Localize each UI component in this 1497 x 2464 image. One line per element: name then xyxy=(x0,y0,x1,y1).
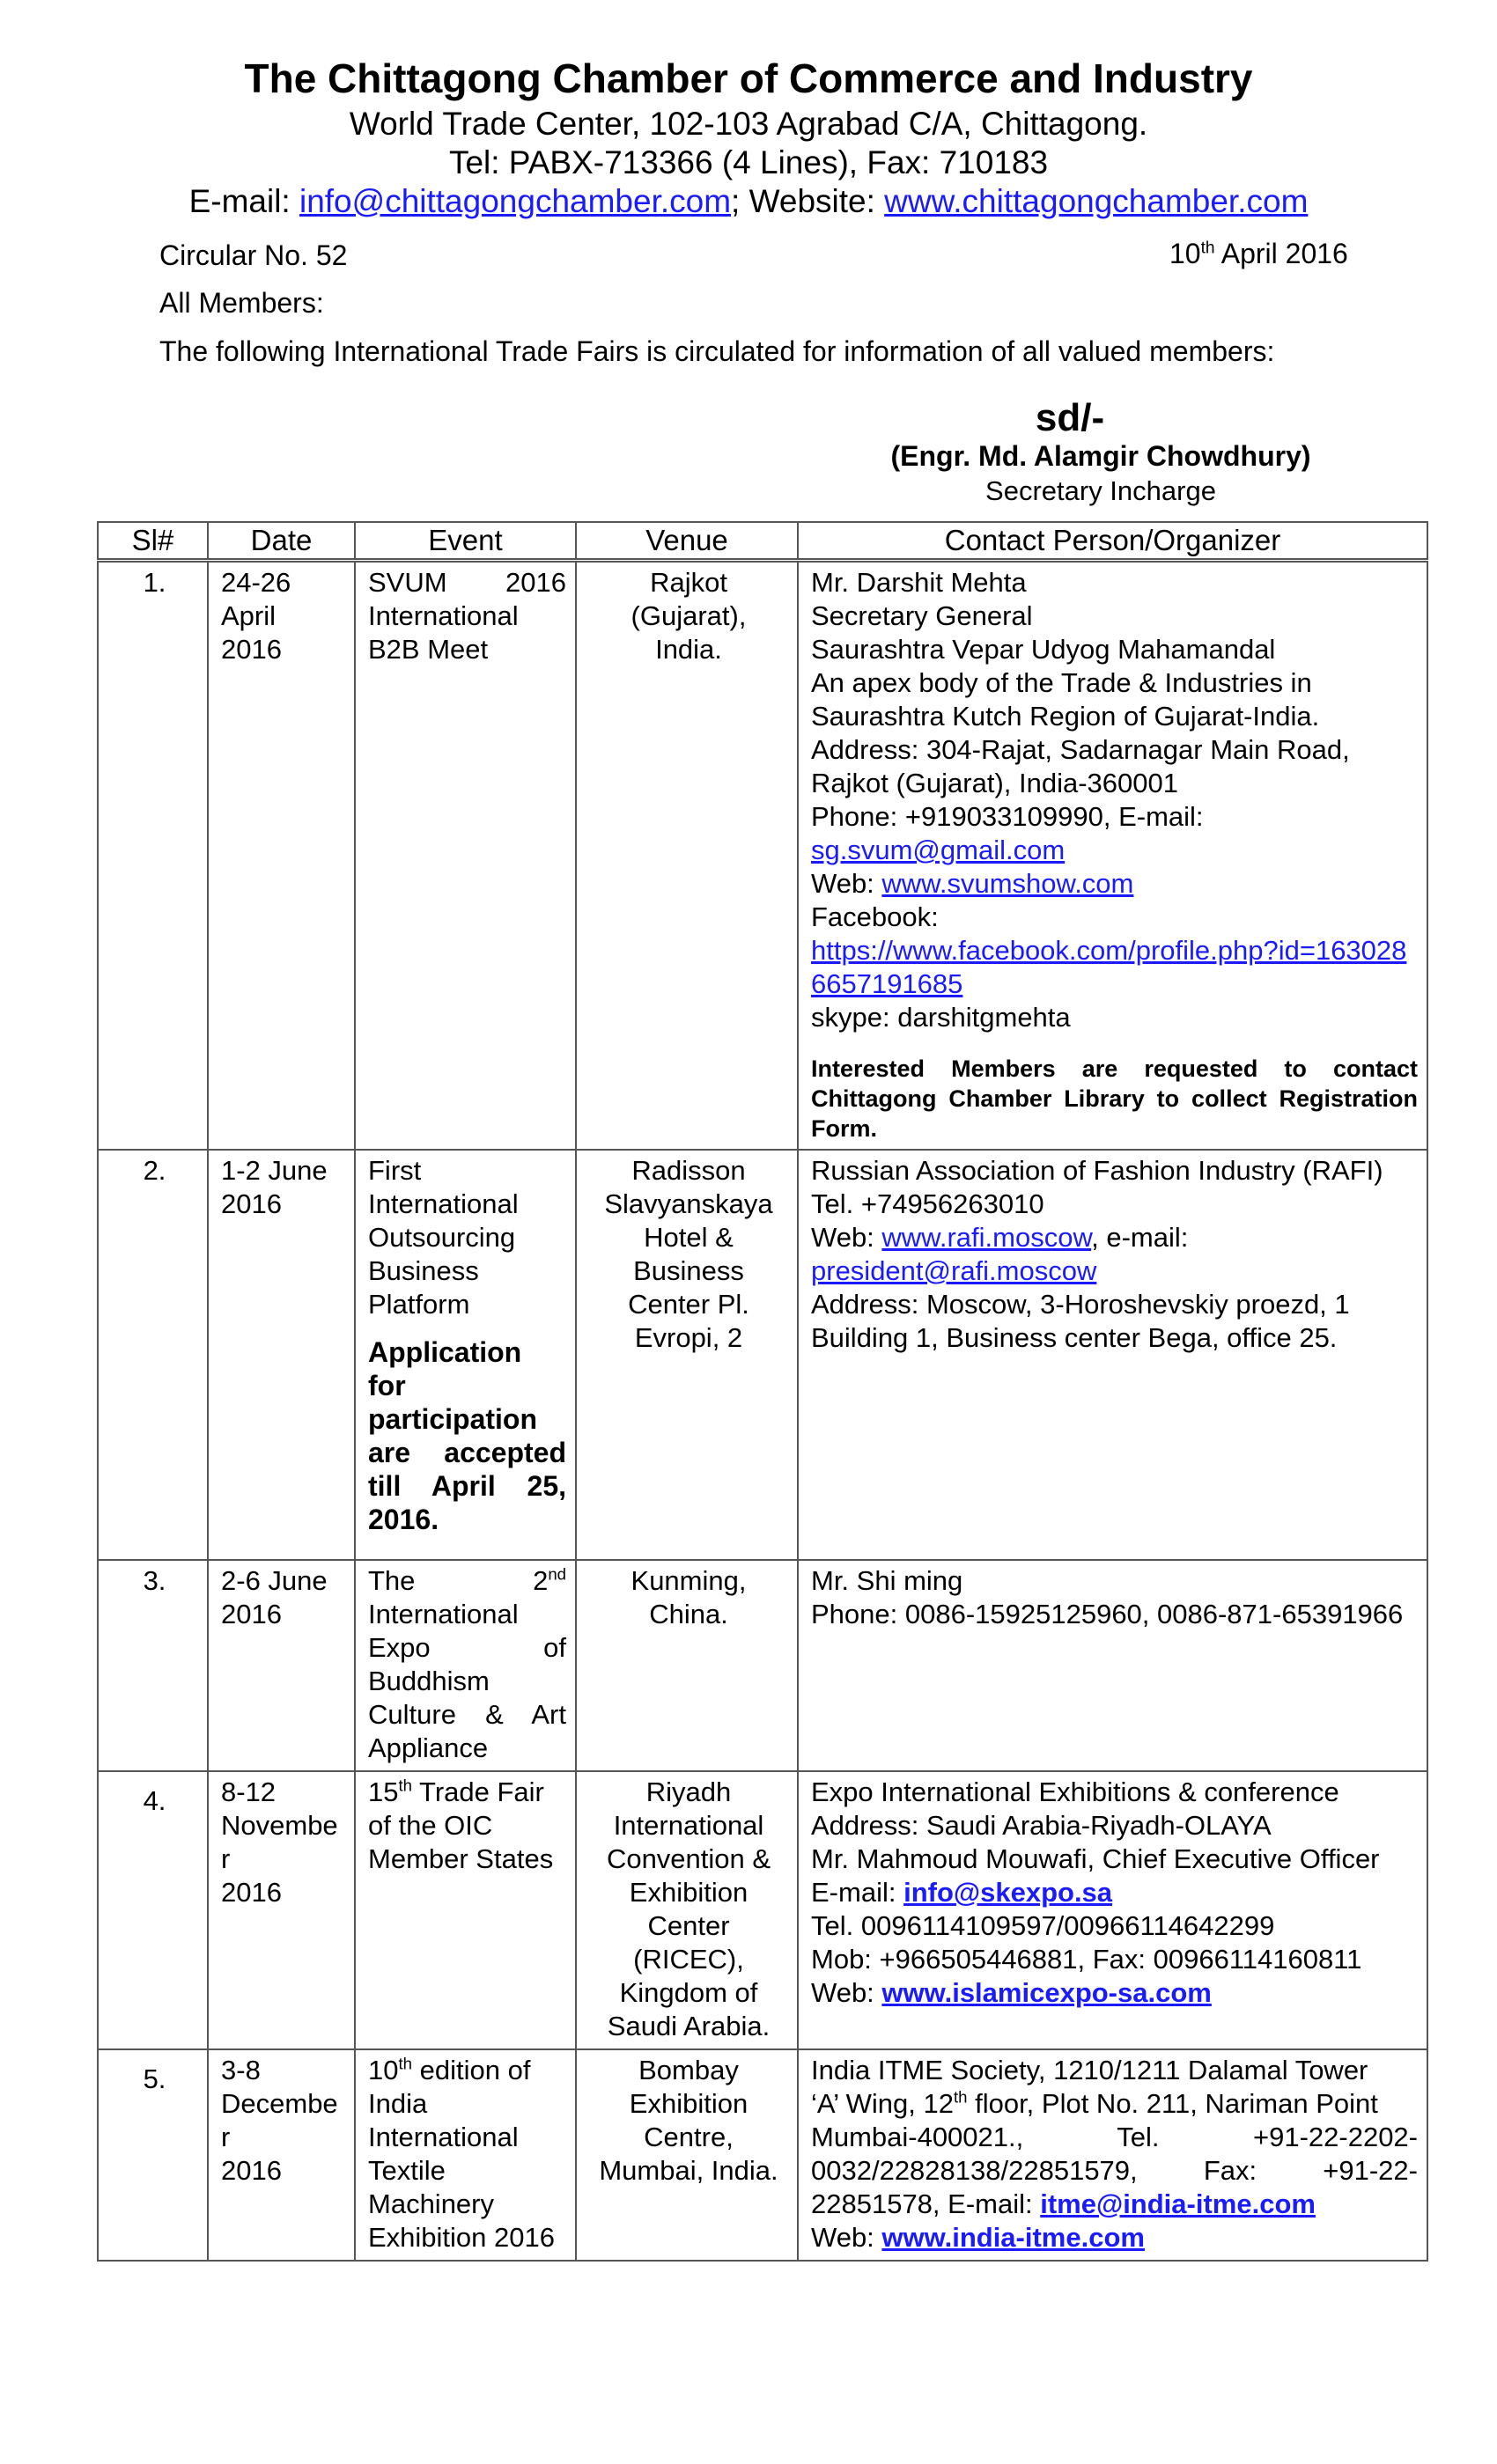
org-email-link[interactable]: info@chittagongchamber.com xyxy=(299,183,732,219)
table-header-row xyxy=(98,522,1427,561)
row-serial: 3. xyxy=(98,1560,208,1771)
event-number: 15 xyxy=(368,1776,399,1807)
row-serial: 1. xyxy=(98,561,208,1151)
venue-line: China. xyxy=(649,1599,728,1629)
contact-line: Mr. Darshit Mehta xyxy=(811,567,1027,598)
contact-facebook-link[interactable]: https://www.facebook.com/profile.php?id=1630286657191685 xyxy=(811,935,1407,999)
trade-fairs-table xyxy=(97,521,1428,2262)
event-line: Outsourcing xyxy=(368,1222,516,1253)
contact-web-link[interactable]: www.svumshow.com xyxy=(881,868,1134,899)
application-deadline-note: Application for participation are accepted till April 25, 2016. xyxy=(368,1336,566,1535)
contact-line: Mr. Shi ming xyxy=(811,1565,963,1596)
contact-line: Phone: +919033109990, E-mail: xyxy=(811,801,1204,832)
date-line: 2-6 June xyxy=(221,1565,328,1596)
web-label: Web: xyxy=(811,868,882,899)
email-label: E-mail: xyxy=(811,1877,904,1908)
table-row xyxy=(98,1771,1427,2049)
venue-line: International xyxy=(613,1810,764,1841)
venue-line: Centre, xyxy=(644,2122,734,2152)
row-date xyxy=(208,1560,355,1771)
event-suffix: th xyxy=(398,1776,412,1795)
venue-line: Slavyanskaya xyxy=(604,1188,773,1219)
contact-body-text: Mumbai-400021., Tel. +91-22-2202-0032/22828138/22851579, Fax: +91-22-22851578, E-mail: xyxy=(811,2122,1418,2219)
venue-line: Mumbai, India. xyxy=(599,2155,778,2186)
event-number: 2 xyxy=(533,1565,549,1596)
date-line: 2016 xyxy=(221,2155,282,2186)
event-text: Trade Fair of the OIC Member States xyxy=(368,1776,554,1874)
event-line: International xyxy=(368,1188,519,1219)
contact-line: India ITME Society, 1210/1211 Dalamal Tower xyxy=(811,2055,1368,2085)
row-event xyxy=(355,1150,576,1560)
row-venue xyxy=(576,561,798,1151)
website-label: ; Website: xyxy=(731,183,885,219)
venue-line: Saudi Arabia. xyxy=(607,2011,771,2041)
event-line: B2B Meet xyxy=(368,634,489,665)
email-label: , e-mail: xyxy=(1091,1222,1189,1253)
event-suffix: nd xyxy=(548,1564,566,1584)
circular-date xyxy=(1169,238,1348,270)
venue-line: Riyadh xyxy=(645,1776,732,1807)
row-venue xyxy=(576,2049,798,2261)
signature-mark: sd/- xyxy=(1035,396,1105,439)
venue-line: Bombay xyxy=(638,2055,739,2085)
col-header-date: Date xyxy=(208,522,355,561)
event-line: SVUM 2016 xyxy=(368,567,566,598)
venue-line: Center xyxy=(647,1910,730,1941)
contact-email-line xyxy=(811,1876,1418,1909)
date-suffix: th xyxy=(1200,239,1215,258)
venue-line: (Gujarat), xyxy=(631,600,747,631)
org-contact-line xyxy=(0,183,1497,220)
row-event xyxy=(355,1771,576,2049)
date-line: April xyxy=(221,600,277,631)
row-event xyxy=(355,1560,576,1771)
venue-line: (RICEC), xyxy=(633,1944,744,1975)
contact-email-link[interactable]: itme@india-itme.com xyxy=(1040,2188,1316,2219)
venue-line: Center Pl. xyxy=(628,1289,749,1320)
row-event xyxy=(355,561,576,1151)
event-line: First xyxy=(368,1155,422,1186)
contact-mobile: Mob: +966505446881, Fax: 00966114160811 xyxy=(811,1944,1362,1975)
date-line: 2016 xyxy=(221,1877,282,1908)
contact-web-link[interactable]: www.islamicexpo-sa.com xyxy=(881,1977,1212,2008)
intro-text: The following International Trade Fairs is circulated for information of all valued members: xyxy=(159,335,1275,367)
email-label: E-mail: xyxy=(188,183,299,219)
table-row xyxy=(98,1560,1427,1771)
col-header-sl: Sl# xyxy=(98,522,208,561)
event-text: edition of India International Textile Machinery Exhibition 2016 xyxy=(368,2055,555,2253)
row-date xyxy=(208,1771,355,2049)
contact-line: Expo International Exhibitions & conference xyxy=(811,1776,1339,1807)
row-serial: 2. xyxy=(98,1150,208,1560)
col-header-event: Event xyxy=(355,522,576,561)
table-row xyxy=(98,1150,1427,1560)
contact-line xyxy=(811,2087,1418,2121)
venue-line: Exhibition xyxy=(629,1877,748,1908)
signer-name: (Engr. Md. Alamgir Chowdhury) xyxy=(890,440,1311,472)
col-header-contact: Contact Person/Organizer xyxy=(798,522,1427,561)
row-venue xyxy=(576,1771,798,2049)
contact-phone: Tel. 0096114109597/00966114642299 xyxy=(811,1910,1275,1941)
circular-number: Circular No. 52 xyxy=(159,239,348,271)
signer-role: Secretary Incharge xyxy=(985,475,1216,506)
contact-line: Secretary General xyxy=(811,600,1033,631)
venue-line: Rajkot xyxy=(650,567,727,598)
date-line: 2016 xyxy=(221,1599,282,1629)
contact-web-link[interactable]: www.rafi.moscow xyxy=(881,1222,1092,1253)
contact-line-part: ‘A’ Wing, 12 xyxy=(811,2088,954,2119)
row-venue xyxy=(576,1150,798,1560)
web-label: Web: xyxy=(811,1977,882,2008)
date-line: 24-26 xyxy=(221,567,291,598)
facebook-label: Facebook: xyxy=(811,901,939,932)
registration-note: Interested Members are requested to contact Chittagong Chamber Library to collect Registration Form. xyxy=(811,1055,1418,1142)
row-contact xyxy=(798,2049,1427,2261)
contact-line: Saurashtra Vepar Udyog Mahamandal xyxy=(811,634,1276,665)
date-line: 3-8 xyxy=(221,2055,261,2085)
table-row xyxy=(98,561,1427,1151)
row-contact xyxy=(798,1560,1427,1771)
contact-line-part: floor, Plot No. 211, Nariman Point xyxy=(967,2088,1378,2119)
event-ordinal xyxy=(533,1564,566,1598)
contact-skype: skype: darshitgmehta xyxy=(811,1002,1071,1033)
org-website-link[interactable]: www.chittagongchamber.com xyxy=(884,183,1309,219)
org-name: The Chittagong Chamber of Commerce and Industry xyxy=(244,55,1253,101)
date-line: 8-12 xyxy=(221,1776,277,1807)
date-day: 10 xyxy=(1169,238,1201,269)
salutation: All Members: xyxy=(159,287,324,319)
venue-line: Hotel & xyxy=(644,1222,734,1253)
event-text: International Expo of Buddhism Culture & Art Appliance xyxy=(368,1599,566,1763)
venue-line: Radisson xyxy=(631,1155,746,1186)
row-event xyxy=(355,2049,576,2261)
contact-web-line xyxy=(811,1976,1418,2010)
row-contact xyxy=(798,1771,1427,2049)
org-phone: Tel: PABX-713366 (4 Lines), Fax: 710183 xyxy=(448,144,1049,180)
row-date xyxy=(208,561,355,1151)
date-line: 2016 xyxy=(221,1188,282,1219)
event-line: Business xyxy=(368,1255,479,1286)
contact-web-line xyxy=(811,1221,1418,1254)
contact-line: Address: 304-Rajat, Sadarnagar Main Road, Rajkot (Gujarat), India-360001 xyxy=(811,734,1350,798)
org-address: World Trade Center, 102-103 Agrabad C/A, Chittagong. xyxy=(349,106,1148,142)
contact-web-link[interactable]: www.india-itme.com xyxy=(881,2222,1145,2253)
date-line: December xyxy=(221,2088,338,2152)
venue-line: Kunming, xyxy=(631,1565,747,1596)
table-row xyxy=(98,2049,1427,2261)
date-line: 1-2 June xyxy=(221,1155,328,1186)
contact-line: Tel. +74956263010 xyxy=(811,1188,1044,1219)
event-line: Platform xyxy=(368,1289,470,1320)
web-label: Web: xyxy=(811,1222,882,1253)
contact-address: Address: Moscow, 3-Horoshevskiy proezd, 1 Building 1, Business center Bega, office 25. xyxy=(811,1289,1350,1353)
venue-line: Exhibition xyxy=(629,2088,748,2119)
row-venue xyxy=(576,1560,798,1771)
col-header-venue: Venue xyxy=(576,522,798,561)
row-date xyxy=(208,2049,355,2261)
date-line: November xyxy=(221,1810,338,1874)
contact-email-link[interactable]: info@skexpo.sa xyxy=(903,1877,1113,1908)
venue-line: Business xyxy=(633,1255,744,1286)
contact-line: Mr. Mahmoud Mouwafi, Chief Executive Officer xyxy=(811,1843,1380,1874)
event-line: International xyxy=(368,600,519,631)
floor-suffix: th xyxy=(953,2087,968,2107)
contact-line: Address: Saudi Arabia-Riyadh-OLAYA xyxy=(811,1810,1272,1841)
event-number: 10 xyxy=(368,2055,399,2085)
contact-line: An apex body of the Trade & Industries in Saurashtra Kutch Region of Gujarat-India. xyxy=(811,667,1320,732)
event-prefix: The xyxy=(368,1565,416,1596)
venue-line: Convention & xyxy=(606,1843,771,1874)
contact-email-link[interactable]: president@rafi.moscow xyxy=(811,1255,1097,1286)
row-serial: 4. xyxy=(98,1771,208,2049)
contact-web-line xyxy=(811,867,1418,901)
row-contact xyxy=(798,1150,1427,1560)
date-line: 2016 xyxy=(221,634,282,665)
row-contact xyxy=(798,561,1427,1151)
contact-line: Phone: 0086-15925125960, 0086-871-65391966 xyxy=(811,1599,1404,1629)
contact-line: Russian Association of Fashion Industry (RAFI) xyxy=(811,1155,1383,1186)
row-serial: 5. xyxy=(98,2049,208,2261)
date-rest: April 2016 xyxy=(1214,238,1348,269)
contact-body xyxy=(811,2121,1418,2221)
venue-line: India. xyxy=(655,634,722,665)
venue-line: Evropi, 2 xyxy=(634,1322,743,1353)
contact-web-line xyxy=(811,2221,1418,2254)
web-label: Web: xyxy=(811,2222,882,2253)
row-date xyxy=(208,1150,355,1560)
event-suffix: th xyxy=(398,2054,412,2073)
venue-line: Kingdom of xyxy=(619,1977,758,2008)
contact-email-link[interactable]: sg.svum@gmail.com xyxy=(811,835,1066,865)
